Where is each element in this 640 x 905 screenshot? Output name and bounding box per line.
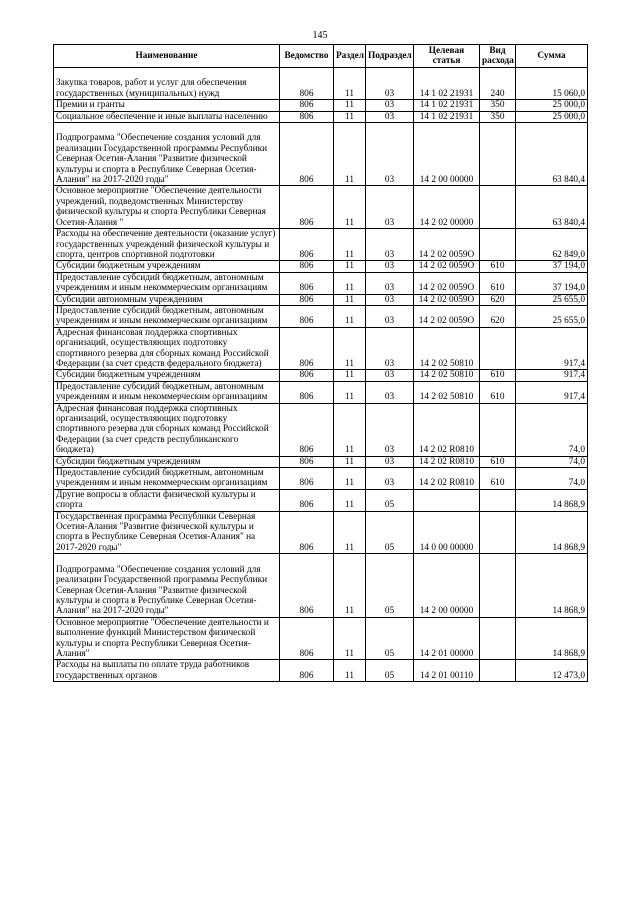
- table-row: [54, 617, 588, 660]
- cell-name: Предоставление субсидий бюджетным, автономным учреждениям и иным некоммерческим организациям: [54, 272, 280, 294]
- cell-razdel: 11: [334, 272, 366, 294]
- cell-razdel: 11: [334, 229, 366, 261]
- cell-summa: 14 868,9: [516, 554, 588, 617]
- table-row: [54, 468, 588, 490]
- cell-vid: 610: [480, 468, 516, 490]
- cell-name: Предоставление субсидий бюджетным, автономным учреждениям и иным некоммерческим организациям: [54, 381, 280, 403]
- cell-name: Другие вопросы в области физической культуры и спорта: [54, 489, 280, 511]
- cell-name: Подпрограмма "Обеспечение создания условий для реализации Государственной программы Республики Северная Осетия-Алания "Развитие физической культуры и спорта в Республике Северная Осетия-Алания" на 2017-2020 годы": [54, 123, 280, 186]
- cell-name: Основное мероприятие "Обеспечение деятельности и выполнение функций Министерством физической культуры и спорта Республики Северная Осетия-Алания": [54, 617, 280, 660]
- cell-summa: 25 000,0: [516, 100, 588, 111]
- table-row: [54, 381, 588, 403]
- cell-podrazdel: 03: [366, 403, 414, 456]
- cell-podrazdel: 03: [366, 229, 414, 261]
- cell-vid: [480, 403, 516, 456]
- table-row: [54, 261, 588, 272]
- cell-vedomstvo: 806: [280, 111, 334, 122]
- cell-statya: 14 2 02 00000: [414, 186, 480, 229]
- cell-name: Субсидии бюджетным учреждениям: [54, 370, 280, 381]
- cell-vid: [480, 489, 516, 511]
- cell-razdel: 11: [334, 100, 366, 111]
- cell-vid: 610: [480, 370, 516, 381]
- cell-razdel: 11: [334, 261, 366, 272]
- table-body: [54, 68, 588, 682]
- table-row: [54, 456, 588, 467]
- cell-podrazdel: 03: [366, 123, 414, 186]
- cell-name: Расходы на выплаты по оплате труда работников государственных органов: [54, 660, 280, 682]
- cell-statya: 14 2 00 00000: [414, 554, 480, 617]
- cell-name: Расходы на обеспечение деятельности (оказание услуг) государственных учреждений физической культуры и спорта, центров спортивной подготовки: [54, 229, 280, 261]
- cell-name: Адресная финансовая поддержка спортивных организаций, осуществляющих подготовку спортивного резерва для сборных команд Российской Федерации (за счет средств федерального бюджета): [54, 327, 280, 370]
- table-row: [54, 403, 588, 456]
- cell-summa: 12 473,0: [516, 660, 588, 682]
- cell-summa: 74,0: [516, 403, 588, 456]
- cell-razdel: 11: [334, 617, 366, 660]
- cell-summa: 74,0: [516, 456, 588, 467]
- table-row: [54, 370, 588, 381]
- cell-statya: 14 2 02 50810: [414, 327, 480, 370]
- cell-vid: [480, 123, 516, 186]
- table-header-row: [54, 45, 588, 68]
- cell-statya: 14 2 02 0059О: [414, 261, 480, 272]
- cell-razdel: 11: [334, 660, 366, 682]
- cell-vedomstvo: 806: [280, 554, 334, 617]
- cell-summa: 62 849,0: [516, 229, 588, 261]
- cell-razdel: 11: [334, 305, 366, 327]
- cell-summa: 15 060,0: [516, 68, 588, 100]
- cell-statya: 14 1 02 21931: [414, 68, 480, 100]
- cell-summa: 14 868,9: [516, 511, 588, 554]
- cell-statya: 14 2 02 R0810: [414, 456, 480, 467]
- cell-podrazdel: 03: [366, 370, 414, 381]
- cell-summa: 37 194,0: [516, 261, 588, 272]
- cell-statya: 14 2 00 00000: [414, 123, 480, 186]
- cell-summa: 14 868,9: [516, 489, 588, 511]
- cell-podrazdel: 05: [366, 554, 414, 617]
- cell-statya: 14 2 01 00000: [414, 617, 480, 660]
- cell-statya: 14 2 02 50810: [414, 370, 480, 381]
- cell-razdel: 11: [334, 489, 366, 511]
- table-row: [54, 123, 588, 186]
- cell-vedomstvo: 806: [280, 381, 334, 403]
- cell-razdel: 11: [334, 294, 366, 305]
- cell-summa: 25 000,0: [516, 111, 588, 122]
- cell-podrazdel: 03: [366, 111, 414, 122]
- cell-name: Социальное обеспечение и иные выплаты населению: [54, 111, 280, 122]
- cell-vid: 610: [480, 272, 516, 294]
- cell-vedomstvo: 806: [280, 617, 334, 660]
- cell-vid: [480, 327, 516, 370]
- cell-razdel: 11: [334, 554, 366, 617]
- cell-podrazdel: 03: [366, 456, 414, 467]
- cell-vid: [480, 660, 516, 682]
- cell-vedomstvo: 806: [280, 68, 334, 100]
- cell-name: Субсидии бюджетным учреждениям: [54, 456, 280, 467]
- cell-summa: 37 194,0: [516, 272, 588, 294]
- table-row: [54, 229, 588, 261]
- cell-name: Закупка товаров, работ и услуг для обеспечения государственных (муниципальных) нужд: [54, 68, 280, 100]
- cell-vid: [480, 511, 516, 554]
- cell-razdel: 11: [334, 327, 366, 370]
- cell-razdel: 11: [334, 186, 366, 229]
- cell-podrazdel: 05: [366, 617, 414, 660]
- cell-podrazdel: 03: [366, 261, 414, 272]
- table-row: [54, 294, 588, 305]
- cell-name: Субсидии бюджетным учреждениям: [54, 261, 280, 272]
- cell-razdel: 11: [334, 370, 366, 381]
- cell-name: Предоставление субсидий бюджетным, автономным учреждениям и иным некоммерческим организациям: [54, 305, 280, 327]
- cell-vedomstvo: 806: [280, 456, 334, 467]
- column-header-summa: Сумма: [516, 45, 588, 68]
- cell-razdel: 11: [334, 403, 366, 456]
- cell-vid: 240: [480, 68, 516, 100]
- cell-vedomstvo: 806: [280, 294, 334, 305]
- column-header-statya: Целевая статья: [414, 45, 480, 68]
- cell-vedomstvo: 806: [280, 468, 334, 490]
- cell-vedomstvo: 806: [280, 100, 334, 111]
- cell-name: Основное мероприятие "Обеспечение деятельности учреждений, подведомственных Министерству физической культуры и спорта Республики Северная Осетия-Алания ": [54, 186, 280, 229]
- cell-vid: 620: [480, 294, 516, 305]
- cell-razdel: 11: [334, 468, 366, 490]
- table-row: [54, 327, 588, 370]
- cell-podrazdel: 03: [366, 272, 414, 294]
- cell-summa: 25 655,0: [516, 294, 588, 305]
- cell-statya: 14 2 02 0059О: [414, 305, 480, 327]
- column-header-vid: Вид расхода: [480, 45, 516, 68]
- cell-name: Предоставление субсидий бюджетным, автономным учреждениям и иным некоммерческим организациям: [54, 468, 280, 490]
- cell-podrazdel: 03: [366, 327, 414, 370]
- cell-statya: 14 2 02 50810: [414, 381, 480, 403]
- cell-statya: 14 2 02 0059О: [414, 229, 480, 261]
- cell-summa: 74,0: [516, 468, 588, 490]
- cell-vid: 350: [480, 100, 516, 111]
- cell-vid: 610: [480, 381, 516, 403]
- cell-vedomstvo: 806: [280, 272, 334, 294]
- table-row: [54, 660, 588, 682]
- cell-vid: [480, 229, 516, 261]
- cell-podrazdel: 03: [366, 294, 414, 305]
- table-row: [54, 272, 588, 294]
- cell-podrazdel: 03: [366, 381, 414, 403]
- cell-podrazdel: 03: [366, 468, 414, 490]
- cell-razdel: 11: [334, 68, 366, 100]
- cell-statya: 14 2 02 0059О: [414, 272, 480, 294]
- cell-name: Премии и гранты: [54, 100, 280, 111]
- column-header-vedomstvo: Ведомство: [280, 45, 334, 68]
- cell-vedomstvo: 806: [280, 261, 334, 272]
- cell-vedomstvo: 806: [280, 305, 334, 327]
- cell-podrazdel: 03: [366, 186, 414, 229]
- cell-vid: 610: [480, 261, 516, 272]
- table-row: [54, 489, 588, 511]
- cell-razdel: 11: [334, 456, 366, 467]
- cell-summa: 917,4: [516, 370, 588, 381]
- cell-statya: 14 2 01 00110: [414, 660, 480, 682]
- cell-summa: 63 840,4: [516, 123, 588, 186]
- cell-vid: [480, 617, 516, 660]
- cell-statya: 14 2 02 R0810: [414, 403, 480, 456]
- table-row: [54, 186, 588, 229]
- cell-vid: [480, 554, 516, 617]
- cell-statya: 14 0 00 00000: [414, 511, 480, 554]
- cell-statya: 14 2 02 0059О: [414, 294, 480, 305]
- cell-summa: 14 868,9: [516, 617, 588, 660]
- table-row: [54, 100, 588, 111]
- cell-statya: [414, 489, 480, 511]
- cell-summa: 63 840,4: [516, 186, 588, 229]
- cell-podrazdel: 05: [366, 511, 414, 554]
- cell-vedomstvo: 806: [280, 327, 334, 370]
- cell-razdel: 11: [334, 123, 366, 186]
- table-row: [54, 68, 588, 100]
- cell-razdel: 11: [334, 511, 366, 554]
- cell-podrazdel: 03: [366, 68, 414, 100]
- cell-vedomstvo: 806: [280, 403, 334, 456]
- cell-vedomstvo: 806: [280, 660, 334, 682]
- cell-vedomstvo: 806: [280, 511, 334, 554]
- column-header-name: Наименование: [54, 45, 280, 68]
- cell-razdel: 11: [334, 111, 366, 122]
- cell-podrazdel: 03: [366, 100, 414, 111]
- table-row: [54, 305, 588, 327]
- cell-vedomstvo: 806: [280, 370, 334, 381]
- cell-statya: 14 2 02 R0810: [414, 468, 480, 490]
- cell-vid: 350: [480, 111, 516, 122]
- page-number: 145: [312, 30, 328, 41]
- cell-podrazdel: 05: [366, 660, 414, 682]
- cell-statya: 14 1 02 21931: [414, 100, 480, 111]
- cell-statya: 14 1 02 21931: [414, 111, 480, 122]
- table-row: [54, 111, 588, 122]
- cell-vedomstvo: 806: [280, 489, 334, 511]
- cell-name: Подпрограмма "Обеспечение создания условий для реализации Государственной программы Республики Северная Осетия-Алания "Развитие физической культуры и спорта в Республике Северная Осетия-Алания" на 2017-2020 годы": [54, 554, 280, 617]
- cell-podrazdel: 03: [366, 305, 414, 327]
- cell-name: Субсидии автономным учреждениям: [54, 294, 280, 305]
- cell-vedomstvo: 806: [280, 229, 334, 261]
- budget-table: [53, 44, 588, 682]
- table-row: [54, 511, 588, 554]
- cell-vedomstvo: 806: [280, 186, 334, 229]
- cell-vid: 610: [480, 456, 516, 467]
- column-header-razdel: Раздел: [334, 45, 366, 68]
- table-row: [54, 554, 588, 617]
- cell-podrazdel: 05: [366, 489, 414, 511]
- cell-summa: 25 655,0: [516, 305, 588, 327]
- cell-vid: 620: [480, 305, 516, 327]
- cell-summa: 917,4: [516, 327, 588, 370]
- cell-razdel: 11: [334, 381, 366, 403]
- column-header-podrazdel: Подраздел: [366, 45, 414, 68]
- cell-name: Адресная финансовая поддержка спортивных организаций, осуществляющих подготовку спортивного резерва для сборных команд Российской Федерации (за счет средств республиканского бюджета): [54, 403, 280, 456]
- cell-summa: 917,4: [516, 381, 588, 403]
- cell-vedomstvo: 806: [280, 123, 334, 186]
- cell-name: Государственная программа Республики Северная Осетия-Алания "Развитие физической культуры и спорта в Республике Северная Осетия-Алания" на 2017-2020 годы": [54, 511, 280, 554]
- cell-vid: [480, 186, 516, 229]
